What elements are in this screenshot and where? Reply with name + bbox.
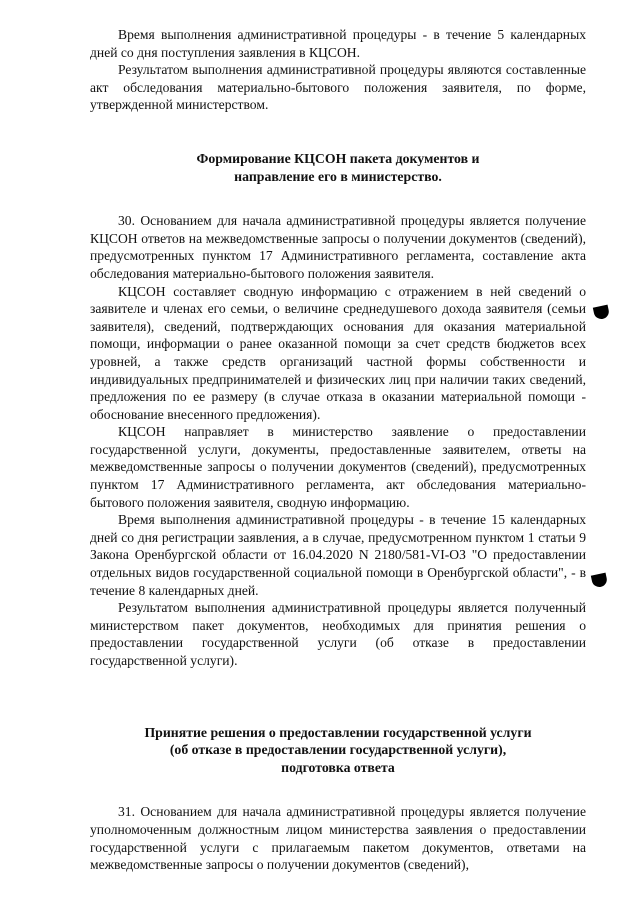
section-heading-line: Принятие решения о предоставлении государственной услуги <box>144 724 532 740</box>
section-heading-line: Формирование КЦСОН пакета документов и <box>196 150 480 166</box>
binder-hole-mark <box>591 573 608 589</box>
section-heading <box>90 724 586 777</box>
spacer <box>90 114 586 150</box>
paragraph: КЦСОН направляет в министерство заявление о предоставлении государственной услуги, документы, предоставленные заявителем, ответы на межведомственные запросы о получении документов (сведений), предусмотренных пунктом 17 Административного регламента, акт обследования материально-бытового положения заявителя, сводную информацию. <box>90 424 586 510</box>
section-heading-line: направление его в министерство. <box>234 168 442 184</box>
binder-hole-mark <box>593 305 610 321</box>
paragraph: 31. Основанием для начала административной процедуры является получение уполномоченным должностным лицом министерства заявления о предоставлении государственной услуги с прилагаемым пакетом документов, ответами на межведомственные запросы о получении документов (сведений), <box>90 804 586 873</box>
spacer <box>90 776 586 803</box>
spacer <box>90 670 586 706</box>
section-heading-line: подготовка ответа <box>281 759 395 775</box>
section-heading-line: (об отказе в предоставлении государственной услуги), <box>169 742 507 758</box>
section-heading <box>90 150 586 185</box>
spacer <box>90 185 586 212</box>
paragraph: Результатом выполнения административной процедуры является полученный министерством пакет документов, необходимых для принятия решения о предоставлении государственной услуги (об отказе в предоставлении государственной услуги). <box>90 600 586 668</box>
paragraph: Время выполнения административной процедуры - в течение 5 календарных дней со дня поступления заявления в КЦСОН. <box>90 27 586 60</box>
paragraph: 30. Основанием для начала административной процедуры является получение КЦСОН ответов на межведомственные запросы о получении документов (сведений), предусмотренных пунктом 17 Административного регламента, составление акта обследования материально-бытового положения заявителя. <box>90 213 586 281</box>
paragraph: Время выполнения административной процедуры - в течение 15 календарных дней со дня регистрации заявления, а в случае, предусмотренном пунктом 1 статьи 9 Закона Оренбургской области от 16.04.2020 N 2180/581-VI-ОЗ "О предоставлении отдельных видов государственной социальной помощи в Оренбургской области", - в течение 8 календарных дней. <box>90 512 586 598</box>
spacer <box>90 706 586 724</box>
paragraph: КЦСОН составляет сводную информацию с отражением в ней сведений о заявителе и членах его семьи, о величине среднедушевого дохода заявителя (семьи заявителя), сведений, подтверждающих основания для оказания материальной помощи, информации о ранее оказанной помощи за счет средств бюджетов всех уровней, а также средств организаций частной формы собственности и индивидуальных предпринимателей и физических лиц при наличии таких сведений, предложения по ее размеру (в случае отказа в оказании материальной помощи - обоснование внесенного предложения). <box>90 283 586 422</box>
document-body <box>90 26 586 874</box>
paragraph: Результатом выполнения административной процедуры являются составленные акт обследования материально-бытового положения заявителя, по форме, утвержденной министерством. <box>90 62 586 113</box>
